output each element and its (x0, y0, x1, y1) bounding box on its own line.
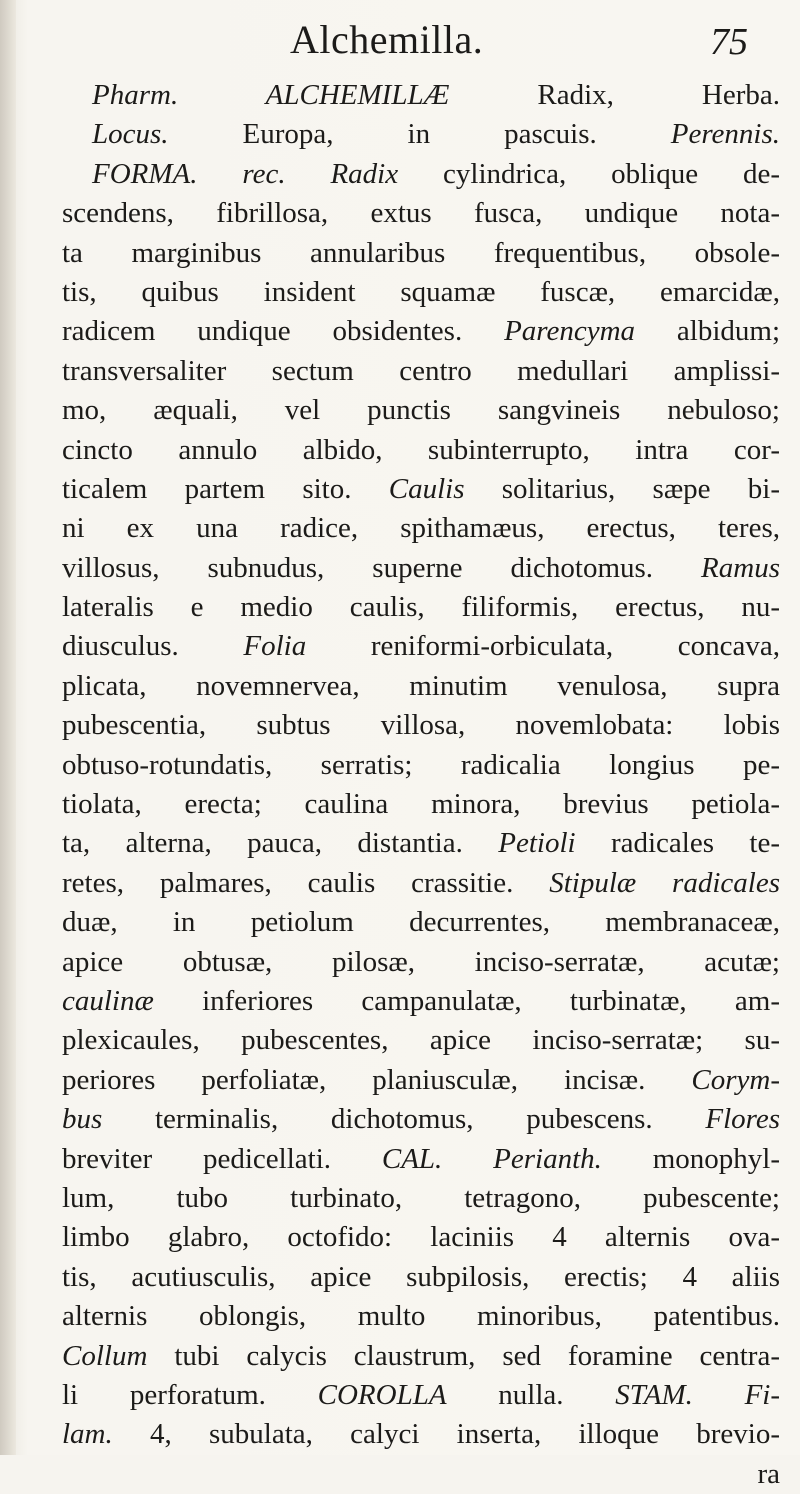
text-segment: tubi calycis claustrum, sed foramine centra- (147, 1339, 780, 1372)
text-segment: Europa, in pascuis. (168, 118, 671, 151)
italic-text-segment: Pharm. ALCHEMILLÆ (92, 79, 450, 111)
text-segment: Radix, Herba. (449, 79, 780, 111)
text-segment: plicata, novemnervea, minutim venulosa, supra (62, 669, 780, 702)
text-segment: obtuso-rotundatis, serratis; radicalia longius pe- (62, 748, 780, 781)
text-segment: cylindrica, oblique de- (398, 157, 780, 190)
text-line (62, 115, 780, 154)
text-segment: scendens, fibrillosa, extus fusca, undique nota- (62, 197, 780, 230)
text-line (62, 76, 780, 115)
text-line (62, 824, 780, 863)
text-segment: nulla. (446, 1378, 616, 1411)
text-segment: li perforatum. (62, 1378, 318, 1411)
text-line (62, 588, 780, 627)
text-segment: lum, tubo turbinato, tetragono, pubescente; (62, 1181, 780, 1214)
text-segment: ra (757, 1457, 780, 1490)
page-binding-edge (0, 0, 16, 1455)
italic-text-segment: Collum (62, 1339, 148, 1372)
text-segment: 4, subulata, calyci inserta, illoque brevio- (112, 1418, 780, 1451)
italic-text-segment: Ramus (701, 551, 780, 584)
text-segment: ticalem partem sito. (62, 472, 389, 505)
text-line (62, 1337, 780, 1376)
text-segment: tis, acutiusculis, apice subpilosis, erectis; 4 aliis (62, 1260, 780, 1293)
italic-text-segment: Folia (243, 630, 307, 663)
text-segment: albidum; (635, 315, 780, 348)
text-line (62, 509, 780, 548)
page-number: 75 (710, 21, 748, 63)
text-segment: alternis oblongis, multo minoribus, patentibus. (62, 1300, 780, 1333)
italic-text-segment: Caulis (388, 472, 465, 505)
text-line (62, 470, 780, 509)
text-line (62, 1218, 780, 1257)
italic-text-segment: Locus. (92, 118, 169, 151)
text-segment: plexicaules, pubescentes, apice inciso-serratæ; su- (62, 1024, 780, 1057)
italic-text-segment: Perennis. (670, 118, 780, 151)
text-line (62, 194, 780, 233)
text-line (62, 1179, 780, 1218)
body-text (62, 76, 780, 1494)
text-line (62, 391, 780, 430)
text-line (62, 155, 780, 194)
text-segment: cincto annulo albido, subinterrupto, intra cor- (62, 433, 780, 466)
italic-text-segment: bus (62, 1103, 103, 1136)
text-line (62, 234, 780, 273)
text-segment: lateralis e medio caulis, filiformis, erectus, nu- (62, 591, 780, 624)
text-segment: villosus, subnudus, superne dichotomus. (62, 551, 702, 584)
running-head (0, 12, 800, 72)
text-line (62, 706, 780, 745)
text-segment: ta, alterna, pauca, distantia. (62, 827, 499, 860)
text-segment: ta marginibus annularibus frequentibus, obsole- (62, 236, 780, 269)
text-line (62, 667, 780, 706)
text-line (62, 1061, 780, 1100)
text-line (62, 1297, 780, 1336)
running-title: Alchemilla. (290, 17, 484, 62)
italic-text-segment: COROLLA (317, 1378, 447, 1411)
italic-text-segment: caulinæ (62, 984, 154, 1017)
text-line (62, 431, 780, 470)
text-line (62, 943, 780, 982)
text-line (62, 864, 780, 903)
text-segment: transversaliter sectum centro medullari amplissi- (62, 354, 780, 387)
text-segment: mo, æquali, vel punctis sangvineis nebuloso; (62, 394, 780, 427)
text-segment: solitarius, sæpe bi- (464, 472, 780, 505)
text-line (62, 1021, 780, 1060)
text-line (62, 273, 780, 312)
text-line (62, 785, 780, 824)
text-line (62, 1100, 780, 1139)
italic-text-segment: FORMA. rec. Radix (92, 157, 399, 190)
text-segment: ni ex una radice, spithamæus, erectus, teres, (62, 512, 780, 545)
text-line (62, 1140, 780, 1179)
text-line (62, 903, 780, 942)
text-segment: terminalis, dichotomus, pubescens. (102, 1103, 706, 1136)
text-line (62, 1376, 780, 1415)
text-line (62, 627, 780, 666)
text-segment: tiolata, erecta; caulina minora, brevius petiola- (62, 788, 780, 821)
italic-text-segment: Flores (705, 1103, 780, 1136)
text-line (62, 1258, 780, 1297)
text-segment: inferiores campanulatæ, turbinatæ, am- (153, 984, 780, 1017)
text-segment: pubescentia, subtus villosa, novemlobata: lobis (62, 709, 780, 742)
italic-text-segment: lam. (62, 1418, 113, 1451)
text-line (62, 982, 780, 1021)
text-segment: periores perfoliatæ, planiusculæ, incisæ. (62, 1063, 692, 1096)
text-segment: radicales te- (575, 827, 780, 860)
text-segment: tis, quibus insident squamæ fuscæ, emarcidæ, (62, 275, 780, 308)
text-line (62, 549, 780, 588)
text-segment: retes, palmares, caulis crassitie. (62, 866, 550, 899)
italic-text-segment: CAL. Perianth. (381, 1142, 602, 1175)
text-line (62, 1455, 780, 1494)
text-segment: duæ, in petiolum decurrentes, membranaceæ, (62, 906, 780, 939)
text-line (62, 352, 780, 391)
text-line (62, 312, 780, 351)
text-segment: limbo glabro, octofido: laciniis 4 alternis ova- (62, 1221, 780, 1254)
text-line (62, 1415, 780, 1454)
text-segment: reniformi-orbiculata, concava, (306, 630, 780, 663)
text-segment: diusculus. (62, 630, 244, 663)
text-segment: radicem undique obsidentes. (62, 315, 505, 348)
italic-text-segment: STAM. Fi- (615, 1378, 780, 1411)
italic-text-segment: Parencyma (504, 315, 636, 348)
text-segment: breviter pedicellati. (62, 1142, 382, 1175)
text-segment: monophyl- (601, 1142, 780, 1175)
italic-text-segment: Petioli (498, 827, 576, 860)
italic-text-segment: Stipulæ radicales (549, 866, 780, 899)
text-line (62, 746, 780, 785)
italic-text-segment: Corym- (691, 1063, 780, 1096)
text-segment: apice obtusæ, pilosæ, inciso-serratæ, acutæ; (62, 945, 780, 978)
